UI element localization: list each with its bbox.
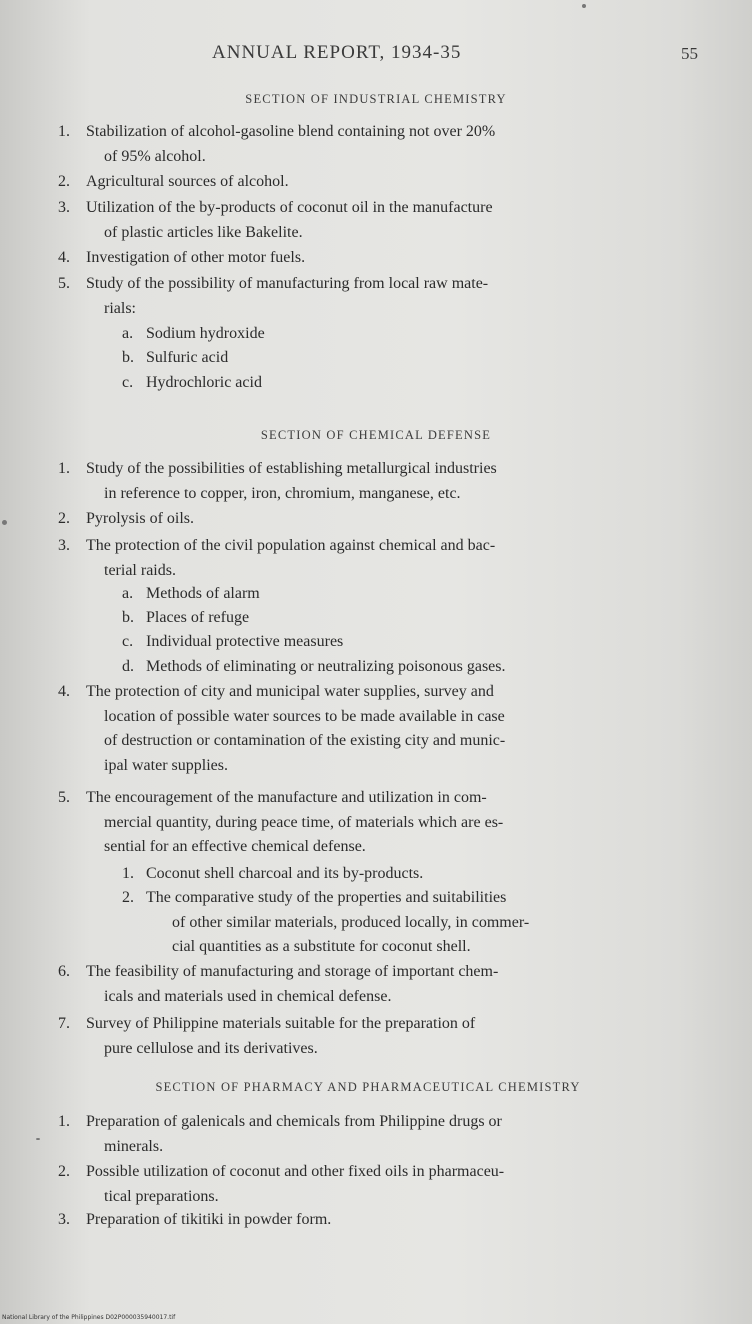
item-number: 2. bbox=[58, 510, 70, 527]
item-line: The feasibility of manufacturing and storage of important chem- bbox=[86, 963, 499, 980]
list-item bbox=[58, 246, 708, 271]
item-line: Investigation of other motor fuels. bbox=[86, 249, 306, 266]
item-line: Preparation of galenicals and chemicals from Philippine drugs or bbox=[86, 1113, 502, 1130]
sub-item-label: a. bbox=[122, 325, 134, 342]
section-heading-industrial-chemistry: SECTION OF INDUSTRIAL CHEMISTRY bbox=[245, 92, 507, 106]
item-number: 5. bbox=[58, 275, 70, 292]
item-line: in reference to copper, iron, chromium, manganese, etc. bbox=[104, 484, 461, 502]
item-line: of 95% alcohol. bbox=[104, 147, 206, 165]
item-number: 1. bbox=[58, 1113, 70, 1130]
sub-item-label: a. bbox=[122, 585, 134, 602]
sub-item bbox=[122, 606, 249, 631]
item-number: 2. bbox=[58, 173, 70, 190]
sub-item bbox=[122, 886, 712, 960]
sub-item-text: Individual protective measures bbox=[146, 633, 344, 650]
item-number: 7. bbox=[58, 1015, 70, 1032]
sub-item bbox=[122, 655, 506, 680]
item-number: 1. bbox=[58, 460, 70, 477]
list-item bbox=[58, 680, 708, 778]
sub-item bbox=[122, 582, 260, 607]
sub-item-text: Sodium hydroxide bbox=[146, 325, 265, 342]
sub-item-text: Coconut shell charcoal and its by-products. bbox=[146, 865, 424, 882]
item-line: terial raids. bbox=[104, 561, 176, 579]
sub-item-text: Methods of alarm bbox=[146, 585, 260, 602]
list-item bbox=[58, 786, 708, 860]
item-number: 6. bbox=[58, 963, 70, 980]
item-number: 3. bbox=[58, 199, 70, 216]
sub-item-line: of other similar materials, produced locally, in commer- bbox=[172, 913, 530, 931]
item-line: location of possible water sources to be made available in case bbox=[104, 707, 505, 725]
list-item bbox=[58, 507, 708, 532]
item-line: Agricultural sources of alcohol. bbox=[86, 173, 289, 190]
sub-item-label: 1. bbox=[122, 865, 134, 882]
item-line: sential for an effective chemical defense. bbox=[104, 838, 366, 855]
item-line: The protection of the civil population against chemical and bac- bbox=[86, 537, 496, 554]
list-item bbox=[58, 1160, 708, 1209]
sub-item-label: 2. bbox=[122, 889, 134, 906]
item-number: 1. bbox=[58, 123, 70, 140]
item-line: minerals. bbox=[104, 1137, 164, 1155]
list-item bbox=[58, 196, 708, 245]
list-item bbox=[58, 1012, 708, 1061]
sub-item-text: Methods of eliminating or neutralizing poisonous gases. bbox=[146, 658, 506, 675]
item-number: 4. bbox=[58, 249, 70, 266]
item-line: ipal water supplies. bbox=[104, 756, 228, 774]
sub-item-label: b. bbox=[122, 609, 134, 626]
item-line: Possible utilization of coconut and other fixed oils in pharmaceu- bbox=[86, 1163, 505, 1180]
item-line: The protection of city and municipal water supplies, survey and bbox=[86, 683, 494, 700]
scan-speck bbox=[2, 520, 7, 525]
item-line: pure cellulose and its derivatives. bbox=[104, 1039, 318, 1057]
item-number: 3. bbox=[58, 537, 70, 554]
item-line: Survey of Philippine materials suitable for the preparation of bbox=[86, 1015, 476, 1032]
sub-item bbox=[122, 862, 423, 887]
item-line: Study of the possibility of manufacturing from local raw mate- bbox=[86, 275, 489, 292]
sub-item bbox=[122, 322, 265, 347]
sub-item-text: The comparative study of the properties and suitabilities bbox=[146, 889, 507, 906]
scan-speck bbox=[582, 4, 586, 8]
sub-item-line: cial quantities as a substitute for coconut shell. bbox=[172, 938, 471, 955]
item-number: 2. bbox=[58, 1163, 70, 1180]
item-line: The encouragement of the manufacture and utilization in com- bbox=[86, 789, 487, 806]
list-item bbox=[58, 457, 708, 506]
sub-item-label: c. bbox=[122, 374, 134, 391]
item-line: Preparation of tikitiki in powder form. bbox=[86, 1211, 332, 1228]
item-number: 3. bbox=[58, 1211, 70, 1228]
list-item bbox=[58, 960, 708, 1009]
item-line: Study of the possibilities of establishing metallurgical industries bbox=[86, 460, 497, 477]
sub-item-label: c. bbox=[122, 633, 134, 650]
item-line: tical preparations. bbox=[104, 1187, 219, 1205]
item-line: of plastic articles like Bakelite. bbox=[104, 223, 303, 241]
sub-item-label: d. bbox=[122, 658, 134, 675]
running-head bbox=[0, 42, 752, 72]
item-line: Stabilization of alcohol-gasoline blend containing not over 20% bbox=[86, 123, 496, 140]
item-line: icals and materials used in chemical defense. bbox=[104, 987, 392, 1005]
item-line: Utilization of the by-products of coconut oil in the manufacture bbox=[86, 199, 493, 216]
sub-item-text: Places of refuge bbox=[146, 609, 250, 626]
sub-item-text: Sulfuric acid bbox=[146, 349, 229, 366]
list-item bbox=[58, 272, 708, 321]
item-line: mercial quantity, during peace time, of materials which are es- bbox=[104, 813, 504, 831]
item-number: 5. bbox=[58, 789, 70, 806]
item-line: rials: bbox=[104, 299, 136, 317]
scan-speck bbox=[36, 1138, 40, 1140]
list-item bbox=[58, 1208, 708, 1233]
scan-footer: National Library of the Philippines D02P000035940017.tif bbox=[2, 1314, 176, 1321]
list-item bbox=[58, 120, 708, 169]
page-number: 55 bbox=[681, 44, 698, 63]
sub-item-label: b. bbox=[122, 349, 134, 366]
item-line: Pyrolysis of oils. bbox=[86, 510, 195, 527]
item-line: of destruction or contamination of the existing city and munic- bbox=[104, 732, 506, 749]
list-item bbox=[58, 1110, 708, 1159]
item-number: 4. bbox=[58, 683, 70, 700]
list-item bbox=[58, 170, 708, 195]
sub-item bbox=[122, 346, 228, 371]
page-title: ANNUAL REPORT, 1934-35 bbox=[212, 42, 462, 63]
list-item bbox=[58, 534, 708, 583]
sub-item bbox=[122, 371, 262, 396]
sub-item bbox=[122, 630, 343, 655]
section-heading-chemical-defense: SECTION OF CHEMICAL DEFENSE bbox=[260, 428, 492, 442]
section-heading-pharmacy: SECTION OF PHARMACY AND PHARMACEUTICAL CHEMISTRY bbox=[155, 1080, 581, 1094]
sub-item-text: Hydrochloric acid bbox=[146, 374, 262, 391]
